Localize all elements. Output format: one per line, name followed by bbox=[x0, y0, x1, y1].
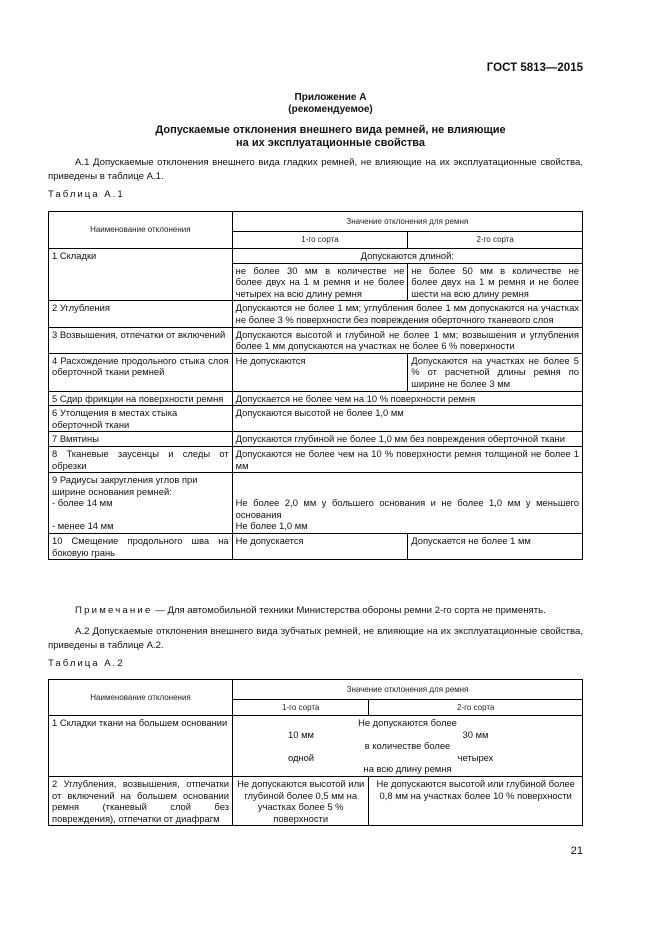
appendix-heading-line2: на их эксплуатационные свойства bbox=[236, 137, 425, 149]
table-cell-text: на всю длину ремня bbox=[363, 763, 452, 775]
standard-number: ГОСТ 5813—2015 bbox=[486, 62, 583, 74]
table-cell: 2 Углубления, возвышения, отпечатки от включений на большем основании ремня (тканевый слой без повреждения), отпечатки от диафрагм bbox=[49, 776, 233, 825]
table-cell: 8 Тканевые заусенцы и следы от обрезки bbox=[49, 446, 233, 472]
table-cell: 1 Складки bbox=[49, 249, 233, 301]
table-row bbox=[49, 353, 583, 391]
table-cell: 3 Возвышения, отпечатки от включений bbox=[49, 327, 233, 353]
table-cell: 4 Расхождение продольного стыка слоя оберточной ткани ремней bbox=[49, 353, 233, 391]
table-row bbox=[49, 301, 583, 327]
table-cell-text: в количестве более bbox=[364, 740, 451, 752]
table-cell-text: Не допускаются более bbox=[358, 717, 457, 728]
table-cell: Не допускаются высотой или глубиной более 0,8 мм на участках более 10 % поверхности bbox=[369, 776, 583, 825]
table-cell: 10 Смещение продольного шва на боковую грань bbox=[49, 534, 233, 560]
table-a1-head-name: Наименование отклонения bbox=[49, 212, 233, 249]
table-row bbox=[49, 391, 583, 406]
table-row bbox=[49, 446, 583, 472]
table-cell: 6 Утолщения в местах стыка оберточной ткани bbox=[49, 406, 233, 432]
table-a1-caption: Таблица А.1 bbox=[48, 189, 125, 200]
table-cell bbox=[233, 716, 583, 777]
table-cell: Не допускается bbox=[232, 534, 408, 560]
table-cell: Допускаются не более 1 мм; углубления более 1 мм допускаются на участках не более 3 % поверхности без повреждения оберточного тканевого слоя bbox=[232, 301, 582, 327]
appendix-subtitle: (рекомендуемое) bbox=[288, 104, 373, 115]
table-cell-text: Не более 2,0 мм у большего основания и не более 1,0 мм у меньшего основания bbox=[235, 497, 579, 520]
table-cell: не более 30 мм в количестве не более двух на 1 м ремня и не более четырех на всю длину ремня bbox=[232, 263, 408, 301]
table-cell-text: одной bbox=[287, 751, 315, 763]
table-cell: Допускается не более чем на 10 % поверхности ремня bbox=[232, 391, 582, 406]
table-cell: Допускаются глубиной не более 1,0 мм без повреждения оберточной ткани bbox=[232, 432, 582, 447]
table-a1 bbox=[48, 211, 583, 560]
table-cell-text: 9 Радиусы закругления углов при ширине основания ремней: bbox=[52, 474, 198, 497]
table-cell-text: 30 мм bbox=[462, 728, 489, 740]
table-cell bbox=[232, 473, 582, 534]
table-cell: Допускается не более 1 мм bbox=[408, 534, 583, 560]
note-label: Примечание bbox=[75, 605, 153, 616]
table-cell-text: - более 14 мм bbox=[52, 497, 113, 509]
table-cell bbox=[49, 473, 233, 534]
table-cell-text: - менее 14 мм bbox=[52, 520, 114, 532]
table-cell: 2 Углубления bbox=[49, 301, 233, 327]
table-a2-head-value: Значение отклонения для ремня bbox=[233, 680, 583, 700]
table-a2-head-grade2: 2-го сорта bbox=[369, 700, 583, 716]
table-cell-text: Не более 1,0 мм bbox=[235, 520, 308, 532]
table-row bbox=[49, 406, 583, 432]
table-a1-head-grade1: 1-го сорта bbox=[232, 232, 408, 249]
table-row bbox=[49, 534, 583, 560]
table-cell: Допускаются на участках не более 5 % от расчетной длины ремня по ширине не более 3 мм bbox=[408, 353, 583, 391]
table-cell: Допускаются высотой и глубиной не более 1 мм; возвышения и углубления более 1 мм допускаются на участках не более 6 % поверхности bbox=[232, 327, 582, 353]
table-cell: 5 Сдир фрикции на поверхности ремня bbox=[49, 391, 233, 406]
table-note bbox=[75, 605, 546, 616]
paragraph-a1: А.1 Допускаемые отклонения внешнего вида гладких ремней, не влияющие на их эксплуатационные свойства, приведены в таблице А.1. bbox=[48, 157, 583, 182]
paragraph-a2: А.2 Допускаемые отклонения внешнего вида зубчатых ремней, не влияющие на их эксплуатационные свойства, приведены в таблице А.2. bbox=[48, 626, 583, 651]
note-text: — Для автомобильной техники Министерства обороны ремни 2-го сорта не применять. bbox=[152, 605, 546, 616]
table-cell: не более 50 мм в количестве не более двух на 1 м ремня и не более шести на всю длину ремня bbox=[408, 263, 583, 301]
table-a2-caption: Таблица А.2 bbox=[48, 658, 125, 669]
table-a1-head-grade2: 2-го сорта bbox=[408, 232, 583, 249]
table-a2-head-grade1: 1-го сорта bbox=[233, 700, 369, 716]
page-number: 21 bbox=[570, 845, 583, 857]
table-cell: 1 Складки ткани на большем основании bbox=[49, 716, 233, 777]
table-cell-text: четырех bbox=[457, 751, 494, 763]
table-row bbox=[49, 327, 583, 353]
table-cell-text: 10 мм bbox=[288, 728, 314, 740]
table-cell: Не допускаются высотой или глубиной более 0,5 мм на участках более 5 % поверхности bbox=[233, 776, 369, 825]
appendix-title: Приложение А bbox=[294, 92, 367, 103]
appendix-heading-line1: Допускаемые отклонения внешнего вида ремней, не влияющие bbox=[155, 124, 506, 136]
table-cell: Не допускаются bbox=[232, 353, 408, 391]
table-row bbox=[49, 776, 583, 825]
table-a2-head-name: Наименование отклонения bbox=[49, 680, 233, 716]
table-row bbox=[49, 473, 583, 534]
table-a2 bbox=[48, 679, 583, 826]
table-cell: Допускаются не более чем на 10 % поверхности ремня толщиной не более 1 мм bbox=[232, 446, 582, 472]
table-cell: 7 Вмятины bbox=[49, 432, 233, 447]
table-row bbox=[49, 716, 583, 777]
table-a1-head-value: Значение отклонения для ремня bbox=[232, 212, 582, 232]
table-row bbox=[49, 249, 583, 264]
table-row bbox=[49, 432, 583, 447]
table-cell: Допускаются высотой не более 1,0 мм bbox=[232, 406, 582, 432]
table-cell: Допускаются длиной: bbox=[232, 249, 582, 264]
